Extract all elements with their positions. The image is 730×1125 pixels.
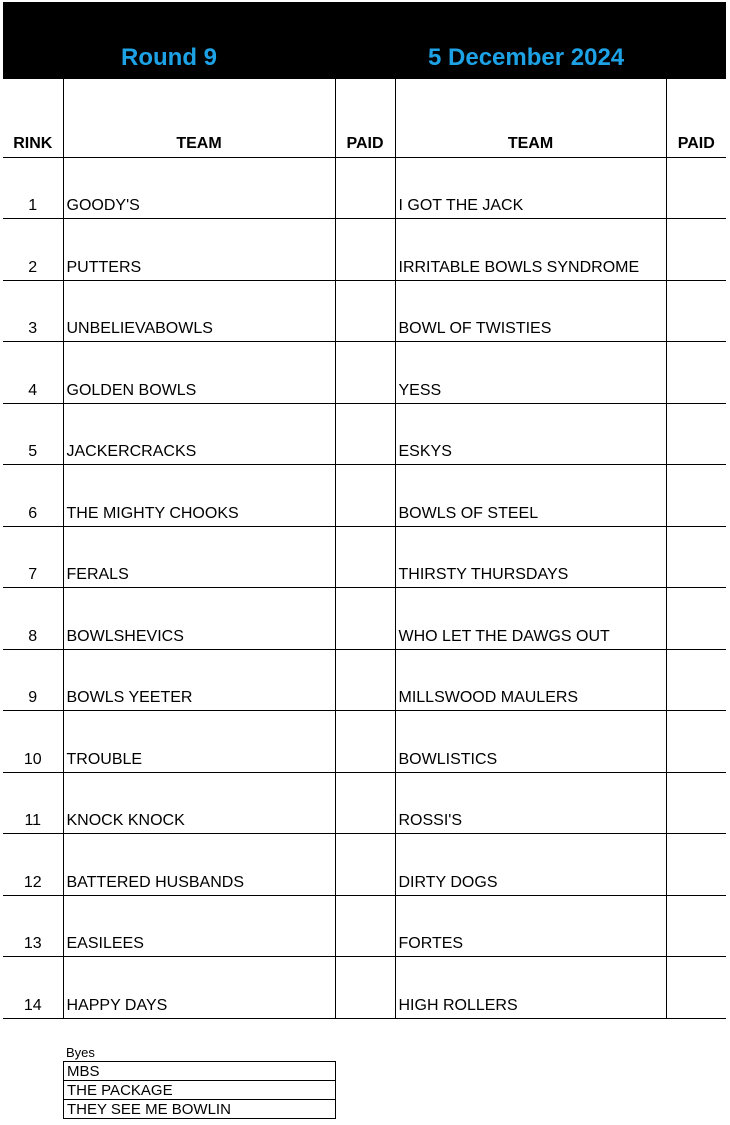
table-row: [3, 895, 726, 957]
paid-a-cell[interactable]: [335, 219, 395, 281]
table-row: [3, 526, 726, 588]
column-header-rink: RINK: [3, 79, 63, 157]
table-row: [3, 588, 726, 650]
bye-team-name: THEY SEE ME BOWLIN: [64, 1100, 336, 1119]
team-b-name: ESKYS: [395, 403, 666, 465]
table-row: [3, 342, 726, 404]
paid-a-cell[interactable]: [335, 280, 395, 342]
paid-b-cell[interactable]: [666, 342, 726, 404]
bye-team-name: THE PACKAGE: [64, 1081, 336, 1100]
paid-a-cell[interactable]: [335, 588, 395, 650]
fixture-rows: [3, 157, 726, 1018]
table-row: [3, 711, 726, 773]
rink-number: 14: [3, 957, 63, 1019]
paid-a-cell[interactable]: [335, 772, 395, 834]
table-row: [3, 280, 726, 342]
team-a-name: BOWLSHEVICS: [63, 588, 335, 650]
rink-number: 13: [3, 895, 63, 957]
team-a-name: JACKERCRACKS: [63, 403, 335, 465]
team-b-name: ROSSI'S: [395, 772, 666, 834]
team-a-name: PUTTERS: [63, 219, 335, 281]
rink-number: 10: [3, 711, 63, 773]
rink-number: 1: [3, 157, 63, 219]
paid-b-cell[interactable]: [666, 711, 726, 773]
paid-a-cell[interactable]: [335, 526, 395, 588]
rink-number: 12: [3, 834, 63, 896]
bye-row: [64, 1062, 336, 1081]
table-row: [3, 834, 726, 896]
column-header-team-b: TEAM: [395, 79, 666, 157]
team-b-name: YESS: [395, 342, 666, 404]
paid-b-cell[interactable]: [666, 157, 726, 219]
team-a-name: THE MIGHTY CHOOKS: [63, 465, 335, 527]
team-a-name: EASILEES: [63, 895, 335, 957]
byes-label: Byes: [66, 1045, 95, 1060]
team-b-name: I GOT THE JACK: [395, 157, 666, 219]
column-header-team-a: TEAM: [63, 79, 335, 157]
date-title: 5 December 2024: [428, 44, 625, 71]
team-a-name: FERALS: [63, 526, 335, 588]
paid-b-cell[interactable]: [666, 895, 726, 957]
rink-number: 8: [3, 588, 63, 650]
team-b-name: DIRTY DOGS: [395, 834, 666, 896]
paid-a-cell[interactable]: [335, 342, 395, 404]
rink-number: 7: [3, 526, 63, 588]
fixtures-header-row: [3, 79, 726, 157]
paid-a-cell[interactable]: [335, 957, 395, 1019]
paid-a-cell[interactable]: [335, 895, 395, 957]
paid-a-cell[interactable]: [335, 649, 395, 711]
rink-number: 5: [3, 403, 63, 465]
paid-b-cell[interactable]: [666, 834, 726, 896]
table-row: [3, 772, 726, 834]
team-b-name: IRRITABLE BOWLS SYNDROME: [395, 219, 666, 281]
paid-b-cell[interactable]: [666, 588, 726, 650]
paid-a-cell[interactable]: [335, 465, 395, 527]
paid-a-cell[interactable]: [335, 403, 395, 465]
bye-team-name: MBS: [64, 1062, 336, 1081]
paid-a-cell[interactable]: [335, 157, 395, 219]
paid-a-cell[interactable]: [335, 711, 395, 773]
bye-row: [64, 1100, 336, 1119]
team-b-name: HIGH ROLLERS: [395, 957, 666, 1019]
team-b-name: BOWLISTICS: [395, 711, 666, 773]
team-a-name: GOLDEN BOWLS: [63, 342, 335, 404]
rink-number: 9: [3, 649, 63, 711]
team-a-name: GOODY'S: [63, 157, 335, 219]
table-row: [3, 403, 726, 465]
column-header-paid-b: PAID: [666, 79, 726, 157]
paid-b-cell[interactable]: [666, 772, 726, 834]
rink-number: 4: [3, 342, 63, 404]
team-a-name: UNBELIEVABOWLS: [63, 280, 335, 342]
bye-row: [64, 1081, 336, 1100]
rink-number: 2: [3, 219, 63, 281]
team-a-name: TROUBLE: [63, 711, 335, 773]
table-row: [3, 649, 726, 711]
team-b-name: BOWL OF TWISTIES: [395, 280, 666, 342]
paid-b-cell[interactable]: [666, 280, 726, 342]
paid-b-cell[interactable]: [666, 526, 726, 588]
fixtures-table: [3, 79, 726, 1019]
team-b-name: BOWLS OF STEEL: [395, 465, 666, 527]
round-title: Round 9: [121, 44, 217, 71]
team-a-name: BATTERED HUSBANDS: [63, 834, 335, 896]
table-row: [3, 957, 726, 1019]
team-b-name: THIRSTY THURSDAYS: [395, 526, 666, 588]
paid-b-cell[interactable]: [666, 957, 726, 1019]
table-row: [3, 465, 726, 527]
rink-number: 3: [3, 280, 63, 342]
byes-rows: [64, 1062, 336, 1119]
table-row: [3, 219, 726, 281]
rink-number: 11: [3, 772, 63, 834]
table-row: [3, 157, 726, 219]
paid-b-cell[interactable]: [666, 465, 726, 527]
team-b-name: FORTES: [395, 895, 666, 957]
column-header-paid-a: PAID: [335, 79, 395, 157]
team-b-name: MILLSWOOD MAULERS: [395, 649, 666, 711]
byes-table: [63, 1061, 336, 1119]
team-a-name: KNOCK KNOCK: [63, 772, 335, 834]
paid-b-cell[interactable]: [666, 219, 726, 281]
paid-b-cell[interactable]: [666, 403, 726, 465]
team-a-name: BOWLS YEETER: [63, 649, 335, 711]
team-b-name: WHO LET THE DAWGS OUT: [395, 588, 666, 650]
rink-number: 6: [3, 465, 63, 527]
team-a-name: HAPPY DAYS: [63, 957, 335, 1019]
paid-a-cell[interactable]: [335, 834, 395, 896]
paid-b-cell[interactable]: [666, 649, 726, 711]
